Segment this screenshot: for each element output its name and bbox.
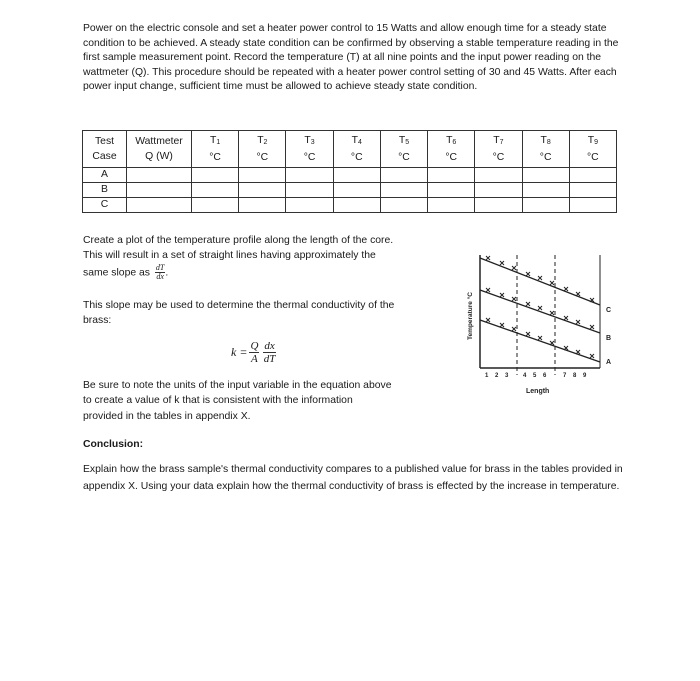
x-axis-label: Length [526, 388, 550, 395]
profile-line-c [480, 258, 600, 305]
temperature-profile-figure [460, 250, 620, 400]
header-wattmeter: Wattmeter Q (W) [127, 131, 192, 168]
data-point-marks [486, 256, 594, 358]
row-label: A [83, 168, 127, 183]
header-t4: $T_4$ °C [333, 131, 380, 168]
svg-text:4: 4 [523, 373, 527, 379]
svg-text:3: 3 [505, 373, 509, 379]
header-t9: $T_9$ °C [569, 131, 616, 168]
header-t3: $T_3$ °C [286, 131, 333, 168]
y-axis-label: Temperature °C [467, 292, 474, 340]
row-label: C [83, 198, 127, 213]
svg-text:7: 7 [563, 373, 567, 379]
intro-paragraph: Power on the electric console and set a heater power control to 15 Watts and allow enough time for a steady state condition to be achieved. A steady state condition can be confirmed by observing a stable temperature reading in the first sample measurement point. Record the temperature (T) at all nine points and the input power reading on the wattmeter (Q). This procedure should be repeated with a heater power control setting of 30 and 45 Watts. After each power input change, sufficient time must be allowed to achieve steady state condition. [83, 23, 619, 93]
line-label-c: C [606, 307, 612, 314]
table-row [83, 183, 617, 198]
header-t7: $T_7$ °C [475, 131, 522, 168]
thermal-conductivity-formula: k = $\frac{Q}{A}$ $\frac{dx}{dT}$ [231, 340, 276, 365]
svg-text:2: 2 [495, 373, 499, 379]
header-t2: $T_2$ °C [239, 131, 286, 168]
slope-fraction: $\frac{dT}{dx}$ [155, 262, 165, 281]
header-t5: $T_5$ °C [380, 131, 427, 168]
slope-paragraph: This slope may be used to determine the thermal conductivity of the brass: [83, 300, 395, 327]
tick-labels [485, 373, 587, 379]
conclusion-heading: Conclusion: [83, 439, 144, 450]
plot-instructions: Create a plot of the temperature profile along the length of the core. This will result in a set of straight lines having approximately the same slope as $\frac{dT}{dx}$ . [83, 235, 394, 281]
row-label: B [83, 183, 127, 198]
data-table [82, 130, 617, 213]
header-test-case: Test Case [83, 131, 127, 168]
header-t6: $T_6$ °C [428, 131, 475, 168]
line-label-a: A [606, 359, 612, 366]
line-label-b: B [606, 335, 612, 342]
svg-text:9: 9 [583, 373, 587, 379]
table-row [83, 198, 617, 213]
table-header-row [83, 131, 617, 168]
svg-text:6: 6 [543, 373, 547, 379]
table-row [83, 168, 617, 183]
conclusion-text: Explain how the brass sample's thermal conductivity compares to a published value for brass in the tables provided in appendix X. Using your data explain how the thermal conductivity of brass is effected by the increase in temperature. [83, 464, 623, 492]
header-t8: $T_8$ °C [522, 131, 569, 168]
header-t1: $T_1$ °C [192, 131, 239, 168]
svg-text:1: 1 [485, 373, 489, 379]
svg-text:5: 5 [533, 373, 537, 379]
svg-text:8: 8 [573, 373, 577, 379]
units-paragraph: Be sure to note the units of the input variable in the equation above to create a value of k that is consistent with the information provided in the tables in appendix X. [83, 380, 392, 422]
